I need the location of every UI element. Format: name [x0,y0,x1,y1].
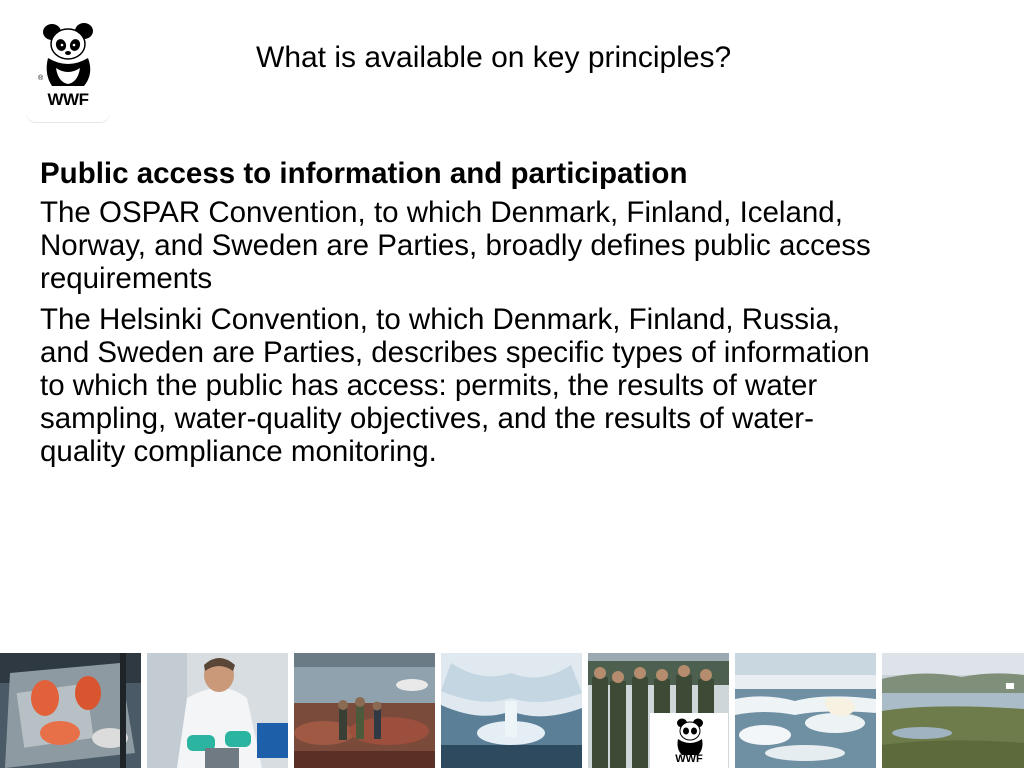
paragraph-helsinki: The Helsinki Convention, to which Denmark, Finland, Russia, and Sweden are Parties, describes specific types of information to which the public has access: permits, the results of water sampling, water-quality objectives, and the results of water-quality compliance monitoring. [40,303,870,468]
paragraph-ospar: The OSPAR Convention, to which Denmark, Finland, Iceland, Norway, and Sweden are Parties, broadly defines public access requirements [40,196,871,295]
fishing-boat-photo [0,653,141,768]
panda-icon [26,18,110,90]
coastal-landscape-photo [882,653,1024,768]
wwf-logo-text: WWF [47,90,89,109]
slide-body [40,157,880,476]
group-with-wwf-banner-photo [588,653,729,768]
wwf-banner-text: WWF [675,753,703,765]
svg-text:®: ® [38,75,44,82]
lab-worker-photo [147,653,288,768]
polar-bear-on-ice-photo [735,653,876,768]
wwf-logo [26,18,110,122]
iceberg-photo [441,653,582,768]
slide-title: What is available on key principles? [256,41,732,74]
whale-harvest-photo [294,653,435,768]
photo-strip [0,653,1024,768]
section-heading: Public access to information and participation [40,157,688,190]
